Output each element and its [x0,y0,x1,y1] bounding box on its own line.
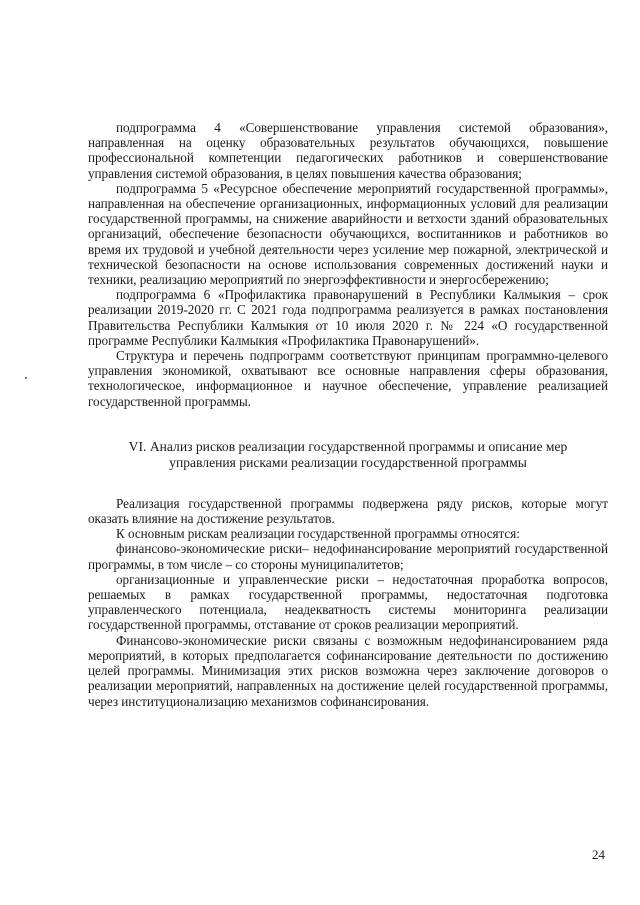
document-page [88,120,608,709]
paragraph-organizational-risks: организационные и управленческие риски – недостаточная проработка вопросов, решаемых в рамках государственной программы, недостаточная подготовка управленческого потенциала, неадекватность системы мониторинга реализации государственной программы, отставание от сроков реализации мероприятий. [88,571,608,633]
spacer [88,471,608,496]
spacer [88,409,608,439]
paragraph-subprogram-5: подпрограмма 5 «Ресурсное обеспечение мероприятий государственной программы», направленная на обеспечение организационных, информационных условий для реализации государственной программы, на снижение аварийности и ветхости зданий образовательных организаций, обеспечение безопасности обучающихся, воспитанников и работников во время их трудовой и учебной деятельности через усиление мер пожарной, электрической и технической безопасности на основе использования современных достижений науки и техники, реализацию мероприятий по энергоэффективности и энергосбережению; [88,180,608,288]
section-heading [88,439,608,471]
section-heading-line-1: VI. Анализ рисков реализации государственной программы и описание мер [128,438,568,454]
paragraph-subprogram-4: подпрограмма 4 «Совершенствование управления системой образования», направленная на оценку образовательных результатов обучающихся, повышение профессиональной компетенции педагогических работников и совершенствование управления системой образования, в целях повышения качества образования; [88,120,608,181]
section-heading-line-2: управления рисками реализации государственной программы [169,454,527,470]
margin-mark [25,377,27,379]
paragraph-structure: Структура и перечень подпрограмм соответствуют принципам программно-целевого управления экономикой, охватывают все основные направления сферы образования, технологическое, информационное и научное обеспечение, управление реализацией государственной программы. [88,348,608,409]
paragraph-financial-risks: финансово-экономические риски– недофинансирование мероприятий государственной программы, в том числе – со стороны муниципалитетов; [88,541,608,572]
paragraph-financial-risks-detail: Финансово-экономические риски связаны с возможным недофинансированием ряда мероприятий, в которых предполагается софинансирование деятельности по достижению целей программы. Минимизация этих рисков возможна через заключение договоров о реализации мероприятий, направленных на достижение целей государственной программы, через институционализацию механизмов софинансирования. [88,632,608,709]
page-number: 24 [592,847,605,862]
paragraph-risks-main: К основным рискам реализации государственной программы относятся: [116,526,520,542]
paragraph-risks-intro: Реализация государственной программы подвержена ряду рисков, которые могут оказать влияние на достижение результатов. [88,495,608,527]
paragraph-subprogram-6: подпрограмма 6 «Профилактика правонарушений в Республики Калмыкия – срок реализации 2019-2020 гг. С 2021 года подпрограмма реализуется в рамках постановления Правительства Республики Калмыкия от 10 июля 2020 г. № 224 «О государственной программе Республики Калмыкия «Профилактика Правонарушений». [88,287,608,348]
